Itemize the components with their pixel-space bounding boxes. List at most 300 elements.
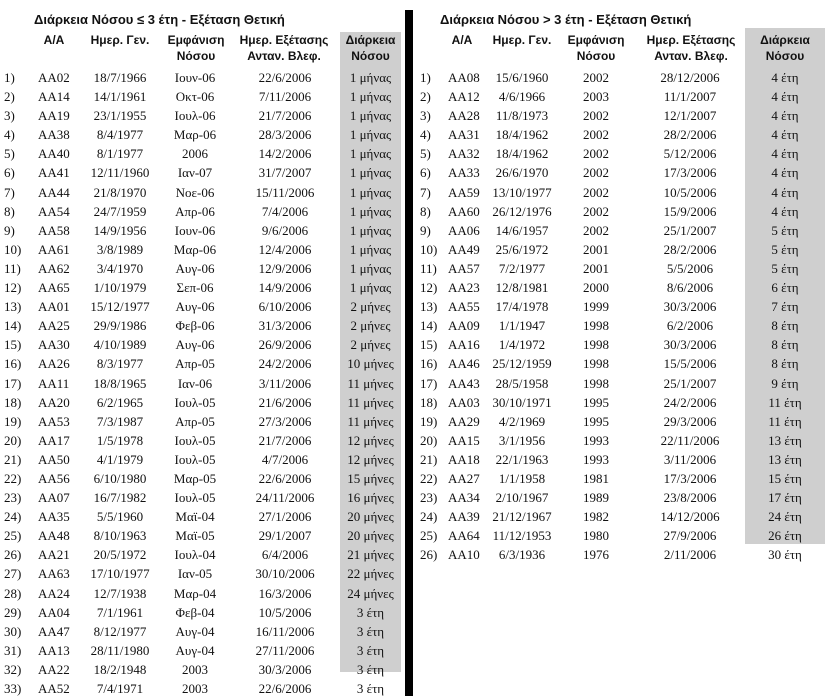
exam-date: 27/1/2006 [258,509,312,525]
duration-value: 17 έτη [768,490,802,506]
onset-date: 1989 [583,490,609,506]
birth-date: 18/4/1962 [495,127,549,143]
patient-code: AA61 [38,241,70,257]
exam-date: 14/12/2006 [660,509,720,525]
row-index: 18) [420,394,438,410]
exam-date: 28/3/2006 [258,127,312,143]
onset-date: 2001 [583,241,609,257]
onset-date: 2001 [583,260,609,276]
onset-date: 1981 [583,470,609,486]
onset-date: Μαρ-06 [173,127,217,143]
row-index: 20) [4,432,22,448]
row-index: 25) [420,528,438,544]
duration-value: 1 μήνας [349,241,392,257]
onset-date: Μαρ-05 [173,470,217,486]
patient-code: AA14 [38,89,70,105]
exam-date: 28/2/2006 [663,127,717,143]
birth-date: 24/7/1959 [93,203,147,219]
row-index: 5) [420,146,431,162]
birth-date: 4/1/1979 [96,451,144,467]
onset-date: 1982 [583,509,609,525]
exam-date: 29/1/2007 [258,528,312,544]
onset-date: Ιουλ-05 [174,451,216,467]
patient-code: AA46 [448,356,480,372]
exam-date: 21/7/2006 [258,432,312,448]
row-index: 31) [4,642,22,658]
row-index: 2) [420,89,431,105]
exam-date: 11/1/2007 [663,89,717,105]
patient-code: AA59 [448,184,480,200]
onset-date: Μαρ-04 [173,585,217,601]
exam-date: 24/11/2006 [255,490,315,506]
duration-value: 4 έτη [771,89,799,105]
table-row [418,259,827,278]
header-exam: Ημερ. Εξέτασης Ανταν. Βλεφ. [646,33,736,63]
birth-date: 4/2/1969 [498,413,546,429]
row-index: 24) [420,509,438,525]
birth-date: 28/5/1958 [495,375,549,391]
birth-date: 21/12/1967 [492,509,552,525]
exam-date: 12/1/2007 [663,108,717,124]
row-index: 23) [420,490,438,506]
duration-value: 4 έτη [771,165,799,181]
patient-code: AA29 [448,413,480,429]
table-row [0,660,405,679]
patient-code: AA47 [38,623,70,639]
table-row [0,450,405,469]
patient-code: AA11 [38,375,70,391]
table-row [0,240,405,259]
onset-date: 2002 [583,127,609,143]
onset-date: Αυγ-06 [175,299,215,315]
duration-value: 11 έτη [768,394,802,410]
header-aa: Α/Α [43,33,65,47]
exam-date: 10/5/2006 [663,184,717,200]
row-index: 30) [4,623,22,639]
exam-date: 12/4/2006 [258,241,312,257]
exam-date: 15/5/2006 [663,356,717,372]
onset-date: Αυγ-06 [175,260,215,276]
header-exam: Ημερ. Εξέτασης Ανταν. Βλεφ. [239,33,329,63]
patient-code: AA49 [448,241,480,257]
duration-value: 11 μήνες [347,413,394,429]
patient-code: AA44 [38,184,70,200]
duration-value: 3 έτη [356,623,385,639]
onset-date: 2000 [583,280,609,296]
exam-date: 30/10/2006 [255,566,315,582]
row-index: 32) [4,661,22,677]
onset-date: 2003 [182,681,208,696]
exam-date: 6/4/2006 [261,547,309,563]
table-row [418,354,827,373]
table-row [418,374,827,393]
duration-value: 1 μήνας [349,222,392,238]
exam-date: 6/10/2006 [258,299,312,315]
table-row [0,68,405,87]
row-index: 11) [420,260,437,276]
duration-value: 1 μήνας [349,70,392,85]
birth-date: 28/11/1980 [90,642,150,658]
header-onset: Εμφάνιση Νόσου [567,33,625,63]
table-row [418,393,827,412]
birth-date: 4/6/1966 [498,89,546,105]
exam-date: 2/11/2006 [663,547,717,563]
exam-date: 5/12/2006 [663,146,717,162]
table-row [418,163,827,182]
row-index: 12) [4,280,22,296]
duration-value: 1 μήνας [349,203,392,219]
patient-code: AA16 [448,337,480,353]
onset-date: 2002 [583,108,609,124]
row-index: 26) [420,547,438,563]
birth-date: 1/10/1979 [93,280,147,296]
birth-date: 17/10/1977 [90,566,150,582]
onset-date: Ιουλ-06 [174,108,216,124]
row-index: 14) [420,318,438,334]
birth-date: 7/4/1971 [96,681,144,696]
exam-date: 4/7/2006 [261,451,309,467]
panel-divider [405,10,413,696]
patient-code: AA18 [448,451,480,467]
birth-date: 22/1/1963 [495,451,549,467]
duration-value: 8 έτη [771,337,799,353]
row-index: 18) [4,394,22,410]
table-row [0,545,405,564]
exam-date: 27/9/2006 [663,528,717,544]
duration-value: 20 μήνες [347,509,394,525]
onset-date: Ιουλ-05 [174,490,216,506]
onset-date: 1976 [583,547,609,563]
patient-code: AA17 [38,432,70,448]
patient-code: AA57 [448,260,480,276]
duration-value: 11 έτη [768,413,802,429]
patient-code: AA43 [448,375,480,391]
header-aa: Α/Α [451,33,473,47]
row-index: 22) [4,470,22,486]
patient-code: AA26 [38,356,70,372]
row-index: 4) [4,127,15,143]
exam-date: 25/1/2007 [663,222,717,238]
duration-value: 3 έτη [356,642,385,658]
duration-value: 9 έτη [771,375,799,391]
onset-date: 1998 [583,337,609,353]
duration-value: 5 έτη [771,222,799,238]
row-index: 16) [420,356,438,372]
header-birth: Ημερ. Γεν. [492,33,552,47]
row-index: 23) [4,490,22,506]
duration-value: 3 έτη [356,681,385,696]
onset-date: Ιαν-06 [177,375,213,391]
patient-code: AA10 [448,547,480,563]
onset-date: 1980 [583,528,609,544]
row-index: 25) [4,528,22,544]
onset-date: Ιαν-05 [177,566,213,582]
onset-date: 1995 [583,413,609,429]
exam-date: 9/6/2006 [261,222,309,238]
exam-date: 15/11/2006 [255,184,315,200]
row-index: 28) [4,585,22,601]
table-row [418,297,827,316]
row-index: 13) [420,299,438,315]
birth-date: 14/1/1961 [93,89,147,105]
row-index: 14) [4,318,22,334]
duration-value: 1 μήνας [349,260,392,276]
birth-date: 7/1/1961 [96,604,144,620]
onset-date: Απρ-05 [175,356,215,372]
birth-date: 1/1/1958 [498,470,546,486]
duration-value: 12 μήνες [347,451,394,467]
onset-date: 1998 [583,356,609,372]
duration-value: 16 μήνες [347,490,394,506]
birth-date: 1/5/1978 [96,432,144,448]
birth-date: 18/2/1948 [93,661,147,677]
patient-code: AA20 [38,394,70,410]
row-index: 1) [4,70,15,85]
table-row [0,278,405,297]
onset-date: 2002 [583,184,609,200]
birth-date: 7/3/1987 [96,413,144,429]
table-row [0,183,405,202]
birth-date: 1/4/1972 [498,337,546,353]
onset-date: Ιουλ-05 [174,432,216,448]
row-index: 17) [420,375,438,391]
exam-date: 30/3/2006 [663,337,717,353]
onset-date: Ιαν-07 [177,165,213,181]
birth-date: 16/7/1982 [93,490,147,506]
patient-code: AA23 [448,280,480,296]
duration-value: 1 μήνας [349,165,392,181]
table-row [0,526,405,545]
row-index: 11) [4,260,21,276]
exam-date: 27/11/2006 [255,642,315,658]
table-row [0,679,405,698]
duration-value: 4 έτη [771,70,799,85]
onset-date: 1993 [583,432,609,448]
patient-code: AA53 [38,413,70,429]
birth-date: 4/10/1989 [93,337,147,353]
onset-date: Ιουλ-04 [174,547,216,563]
table-row [0,106,405,125]
birth-date: 26/12/1976 [492,203,552,219]
row-index: 8) [4,203,15,219]
row-index: 9) [4,222,15,238]
duration-value: 22 μήνες [347,566,394,582]
exam-date: 5/5/2006 [666,260,714,276]
table-row [0,564,405,583]
table-row [0,374,405,393]
patient-code: AA24 [38,585,70,601]
duration-value: 1 μήνας [349,184,392,200]
row-index: 29) [4,604,22,620]
patient-code: AA09 [448,318,480,334]
exam-date: 22/11/2006 [660,432,720,448]
row-index: 22) [420,470,438,486]
duration-value: 3 έτη [356,661,385,677]
birth-date: 8/3/1977 [96,356,144,372]
patient-code: AA56 [38,470,70,486]
table-row [418,68,827,87]
duration-value: 4 έτη [771,146,799,162]
table-row [0,412,405,431]
row-index: 15) [420,337,438,353]
table-row [0,393,405,412]
birth-date: 14/6/1957 [495,222,549,238]
exam-date: 31/3/2006 [258,318,312,334]
exam-date: 28/12/2006 [660,70,720,85]
patient-code: AA33 [448,165,480,181]
table-row [0,163,405,182]
birth-date: 15/12/1977 [90,299,150,315]
table-row [418,507,827,526]
onset-date: Αυγ-04 [175,623,215,639]
patient-code: AA02 [38,70,70,85]
patient-code: AA52 [38,681,70,696]
onset-date: Ιουλ-05 [174,394,216,410]
birth-date: 1/1/1947 [498,318,546,334]
row-index: 9) [420,222,431,238]
patient-code: AA01 [38,299,70,315]
exam-date: 22/6/2006 [258,70,312,85]
birth-date: 29/9/1986 [93,318,147,334]
onset-date: 2002 [583,222,609,238]
header-duration: Διάρκεια Νόσου [760,33,810,63]
duration-value: 24 έτη [768,509,802,525]
table-row [418,183,827,202]
patient-code: AA08 [448,70,480,85]
birth-date: 17/4/1978 [495,299,549,315]
exam-date: 12/9/2006 [258,260,312,276]
header-onset: Εμφάνιση Νόσου [167,33,225,63]
row-index: 21) [4,451,22,467]
right-table-body [418,68,827,564]
onset-date: 1993 [583,451,609,467]
row-index: 8) [420,203,431,219]
onset-date: Φεβ-04 [175,604,215,620]
table-row [0,488,405,507]
table-row [0,584,405,603]
row-index: 15) [4,337,22,353]
onset-date: 2006 [182,146,208,162]
duration-value: 13 έτη [768,432,802,448]
birth-date: 6/10/1980 [93,470,147,486]
table-row [418,526,827,545]
table-row [418,316,827,335]
onset-date: Νοε-06 [175,184,215,200]
patient-code: AA48 [38,528,70,544]
exam-date: 24/2/2006 [663,394,717,410]
duration-value: 4 έτη [771,127,799,143]
birth-date: 12/11/1960 [90,165,150,181]
right-table-title: Διάρκεια Νόσου > 3 έτη - Εξέταση Θετική [440,12,692,27]
exam-date: 7/11/2006 [258,89,312,105]
exam-date: 14/2/2006 [258,146,312,162]
birth-date: 13/10/1977 [492,184,552,200]
birth-date: 18/4/1962 [495,146,549,162]
table-row [0,144,405,163]
row-index: 1) [420,70,431,85]
duration-value: 1 μήνας [349,127,392,143]
exam-date: 6/2/2006 [666,318,714,334]
row-index: 20) [420,432,438,448]
duration-value: 3 έτη [356,604,385,620]
onset-date: 2002 [583,146,609,162]
onset-date: 1995 [583,394,609,410]
birth-date: 8/1/1977 [96,146,144,162]
patient-code: AA63 [38,566,70,582]
row-index: 3) [4,108,15,124]
exam-date: 22/6/2006 [258,470,312,486]
birth-date: 25/12/1959 [492,356,552,372]
table-row [418,87,827,106]
exam-date: 29/3/2006 [663,413,717,429]
patient-code: AA30 [38,337,70,353]
table-row [0,87,405,106]
onset-date: Αυγ-06 [175,337,215,353]
exam-date: 27/3/2006 [258,413,312,429]
duration-value: 26 έτη [768,528,802,544]
exam-date: 8/6/2006 [666,280,714,296]
birth-date: 3/1/1956 [498,432,546,448]
row-index: 17) [4,375,22,391]
patient-code: AA21 [38,547,70,563]
patient-code: AA55 [448,299,480,315]
patient-code: AA38 [38,127,70,143]
duration-value: 5 έτη [771,241,799,257]
onset-date: 2003 [182,661,208,677]
exam-date: 14/9/2006 [258,280,312,296]
duration-value: 24 μήνες [347,585,394,601]
onset-date: 1998 [583,318,609,334]
patient-code: AA41 [38,165,70,181]
birth-date: 30/10/1971 [492,394,552,410]
patient-code: AA35 [38,509,70,525]
patient-code: AA50 [38,451,70,467]
table-row [418,335,827,354]
duration-value: 2 μήνες [350,318,391,334]
duration-value: 1 μήνας [349,146,392,162]
row-index: 12) [420,280,438,296]
patient-code: AA25 [38,318,70,334]
row-index: 6) [420,165,431,181]
patient-code: AA03 [448,394,480,410]
table-row [418,278,827,297]
duration-value: 4 έτη [771,203,799,219]
duration-value: 8 έτη [771,318,799,334]
row-index: 13) [4,299,22,315]
birth-date: 6/2/1965 [96,394,144,410]
onset-date: Φεβ-06 [175,318,215,334]
duration-value: 7 έτη [771,299,799,315]
duration-value: 1 μήνας [349,108,392,124]
row-index: 6) [4,165,15,181]
birth-date: 15/6/1960 [495,70,549,85]
duration-value: 20 μήνες [347,528,394,544]
onset-date: Οκτ-06 [175,89,215,105]
table-row [0,316,405,335]
birth-date: 26/6/1970 [495,165,549,181]
duration-value: 15 έτη [768,470,802,486]
table-row [0,221,405,240]
table-row [418,144,827,163]
birth-date: 18/8/1965 [93,375,147,391]
exam-date: 7/4/2006 [261,203,309,219]
patient-code: AA60 [448,203,480,219]
patient-code: AA40 [38,146,70,162]
onset-date: Μαϊ-04 [175,509,215,525]
patient-code: AA12 [448,89,480,105]
onset-date: 2002 [583,203,609,219]
row-index: 19) [4,413,22,429]
